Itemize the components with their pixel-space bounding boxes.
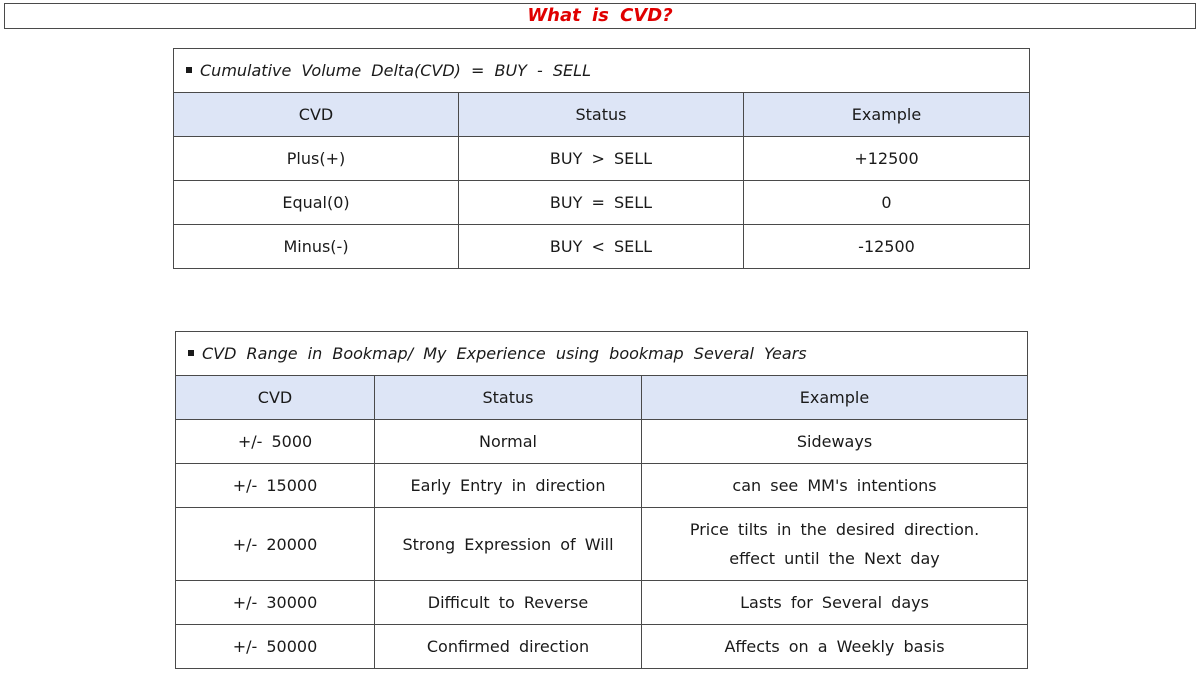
cvd-range-table — [175, 331, 1028, 669]
table-row — [176, 420, 1028, 464]
example-line-1: Price tilts in the desired direction. — [689, 520, 980, 539]
cvd-range-cell: +/- 20000 — [176, 508, 375, 581]
example-cell: can see MM's intentions — [642, 464, 1028, 508]
caption-text: Cumulative Volume Delta(CVD) = BUY - SELL — [200, 61, 591, 80]
cvd-range-cell: +/- 5000 — [176, 420, 375, 464]
status-cell: Normal — [375, 420, 642, 464]
cvd-cell: Plus(+) — [174, 137, 459, 181]
status-cell: BUY < SELL — [459, 225, 744, 269]
cvd-range-cell: +/- 15000 — [176, 464, 375, 508]
example-cell: +12500 — [744, 137, 1030, 181]
square-bullet-icon — [188, 350, 194, 356]
example-cell: Lasts for Several days — [642, 581, 1028, 625]
cvd-range-cell: +/- 50000 — [176, 625, 375, 669]
caption-text: CVD Range in Bookmap/ My Experience using bookmap Several Years — [202, 344, 807, 363]
table-row — [174, 181, 1030, 225]
header-row — [176, 376, 1028, 420]
status-cell: BUY = SELL — [459, 181, 744, 225]
table-row — [174, 137, 1030, 181]
square-bullet-icon — [186, 67, 192, 73]
example-cell: Sideways — [642, 420, 1028, 464]
column-header-example: Example — [744, 93, 1030, 137]
status-cell: Confirmed direction — [375, 625, 642, 669]
table-row — [176, 625, 1028, 669]
table-row — [176, 464, 1028, 508]
table-row — [174, 225, 1030, 269]
cvd-definition-table — [173, 48, 1030, 269]
example-line-2: effect until the Next day — [729, 549, 940, 568]
table-row — [176, 581, 1028, 625]
cvd-cell: Minus(-) — [174, 225, 459, 269]
table-caption-row — [176, 332, 1028, 376]
column-header-status: Status — [375, 376, 642, 420]
status-cell: Early Entry in direction — [375, 464, 642, 508]
status-cell: Strong Expression of Will — [375, 508, 642, 581]
table-row — [176, 508, 1028, 581]
example-cell: Affects on a Weekly basis — [642, 625, 1028, 669]
example-cell: -12500 — [744, 225, 1030, 269]
table-caption-row — [174, 49, 1030, 93]
column-header-cvd: CVD — [174, 93, 459, 137]
status-cell: Difficult to Reverse — [375, 581, 642, 625]
page-title: What is CVD? — [4, 3, 1196, 29]
example-cell: 0 — [744, 181, 1030, 225]
column-header-status: Status — [459, 93, 744, 137]
column-header-example: Example — [642, 376, 1028, 420]
cvd-cell: Equal(0) — [174, 181, 459, 225]
header-row — [174, 93, 1030, 137]
table-caption — [174, 49, 1030, 93]
cvd-range-cell: +/- 30000 — [176, 581, 375, 625]
example-cell — [642, 508, 1028, 581]
status-cell: BUY > SELL — [459, 137, 744, 181]
column-header-cvd: CVD — [176, 376, 375, 420]
table-caption — [176, 332, 1028, 376]
